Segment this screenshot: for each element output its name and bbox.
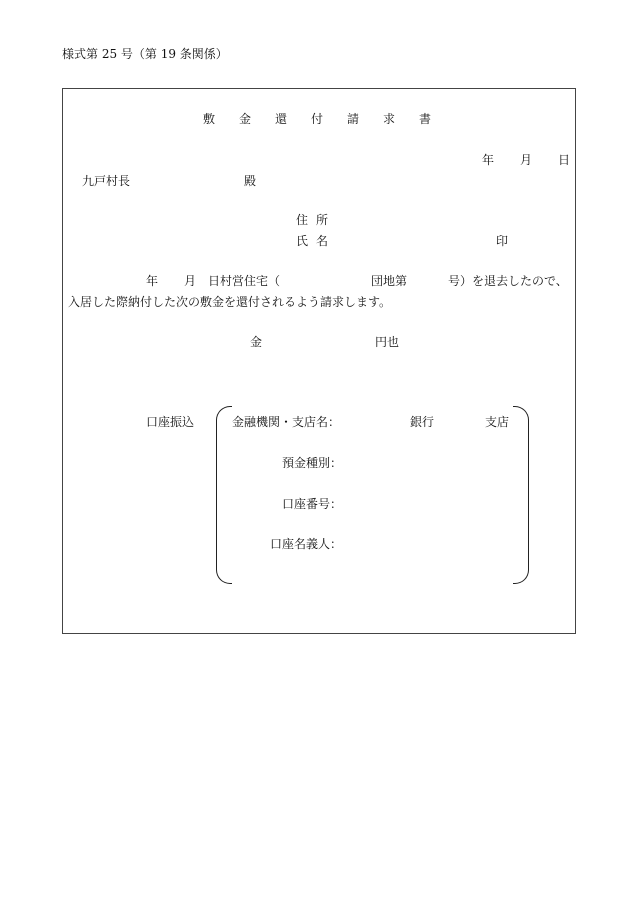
form-frame bbox=[62, 88, 576, 634]
body-line1-end: 号）を退去したので、 bbox=[448, 274, 568, 288]
form-reference: 様式第 25 号（第 19 条関係） bbox=[62, 47, 228, 61]
branch-suffix: 支店 bbox=[485, 415, 510, 429]
deposit-type-label: 預金種別： bbox=[282, 456, 343, 470]
form-title: 敷金還付請求書 bbox=[203, 112, 456, 126]
body-danchi: 団地第 bbox=[371, 274, 408, 288]
date-year-label: 年 bbox=[482, 153, 495, 167]
addressee-name: 九戸村長 bbox=[82, 174, 131, 188]
addressee-honorific: 殿 bbox=[244, 174, 257, 188]
body-month-label: 月 bbox=[184, 274, 197, 288]
amount-suffix: 円也 bbox=[375, 335, 400, 349]
left-brace bbox=[216, 406, 232, 584]
date-month-label: 月 bbox=[520, 153, 533, 167]
address-label: 住所 bbox=[296, 213, 337, 227]
date-day-label: 日 bbox=[558, 153, 571, 167]
account-holder-label: 口座名義人： bbox=[270, 537, 343, 551]
transfer-method: 口座振込 bbox=[146, 415, 195, 429]
account-number-label: 口座番号： bbox=[282, 497, 343, 511]
right-brace bbox=[513, 406, 529, 584]
name-label: 氏名 bbox=[296, 234, 337, 248]
bank-branch-label: 金融機関・支店名： bbox=[232, 415, 341, 429]
seal-mark: 印 bbox=[496, 234, 509, 248]
amount-prefix: 金 bbox=[250, 335, 263, 349]
bank-suffix: 銀行 bbox=[410, 415, 435, 429]
body-year-label: 年 bbox=[146, 274, 159, 288]
body-line1-mid: 日村営住宅（ bbox=[208, 274, 281, 288]
body-line2: 入居した際納付した次の敷金を還付されるよう請求します。 bbox=[68, 295, 392, 309]
